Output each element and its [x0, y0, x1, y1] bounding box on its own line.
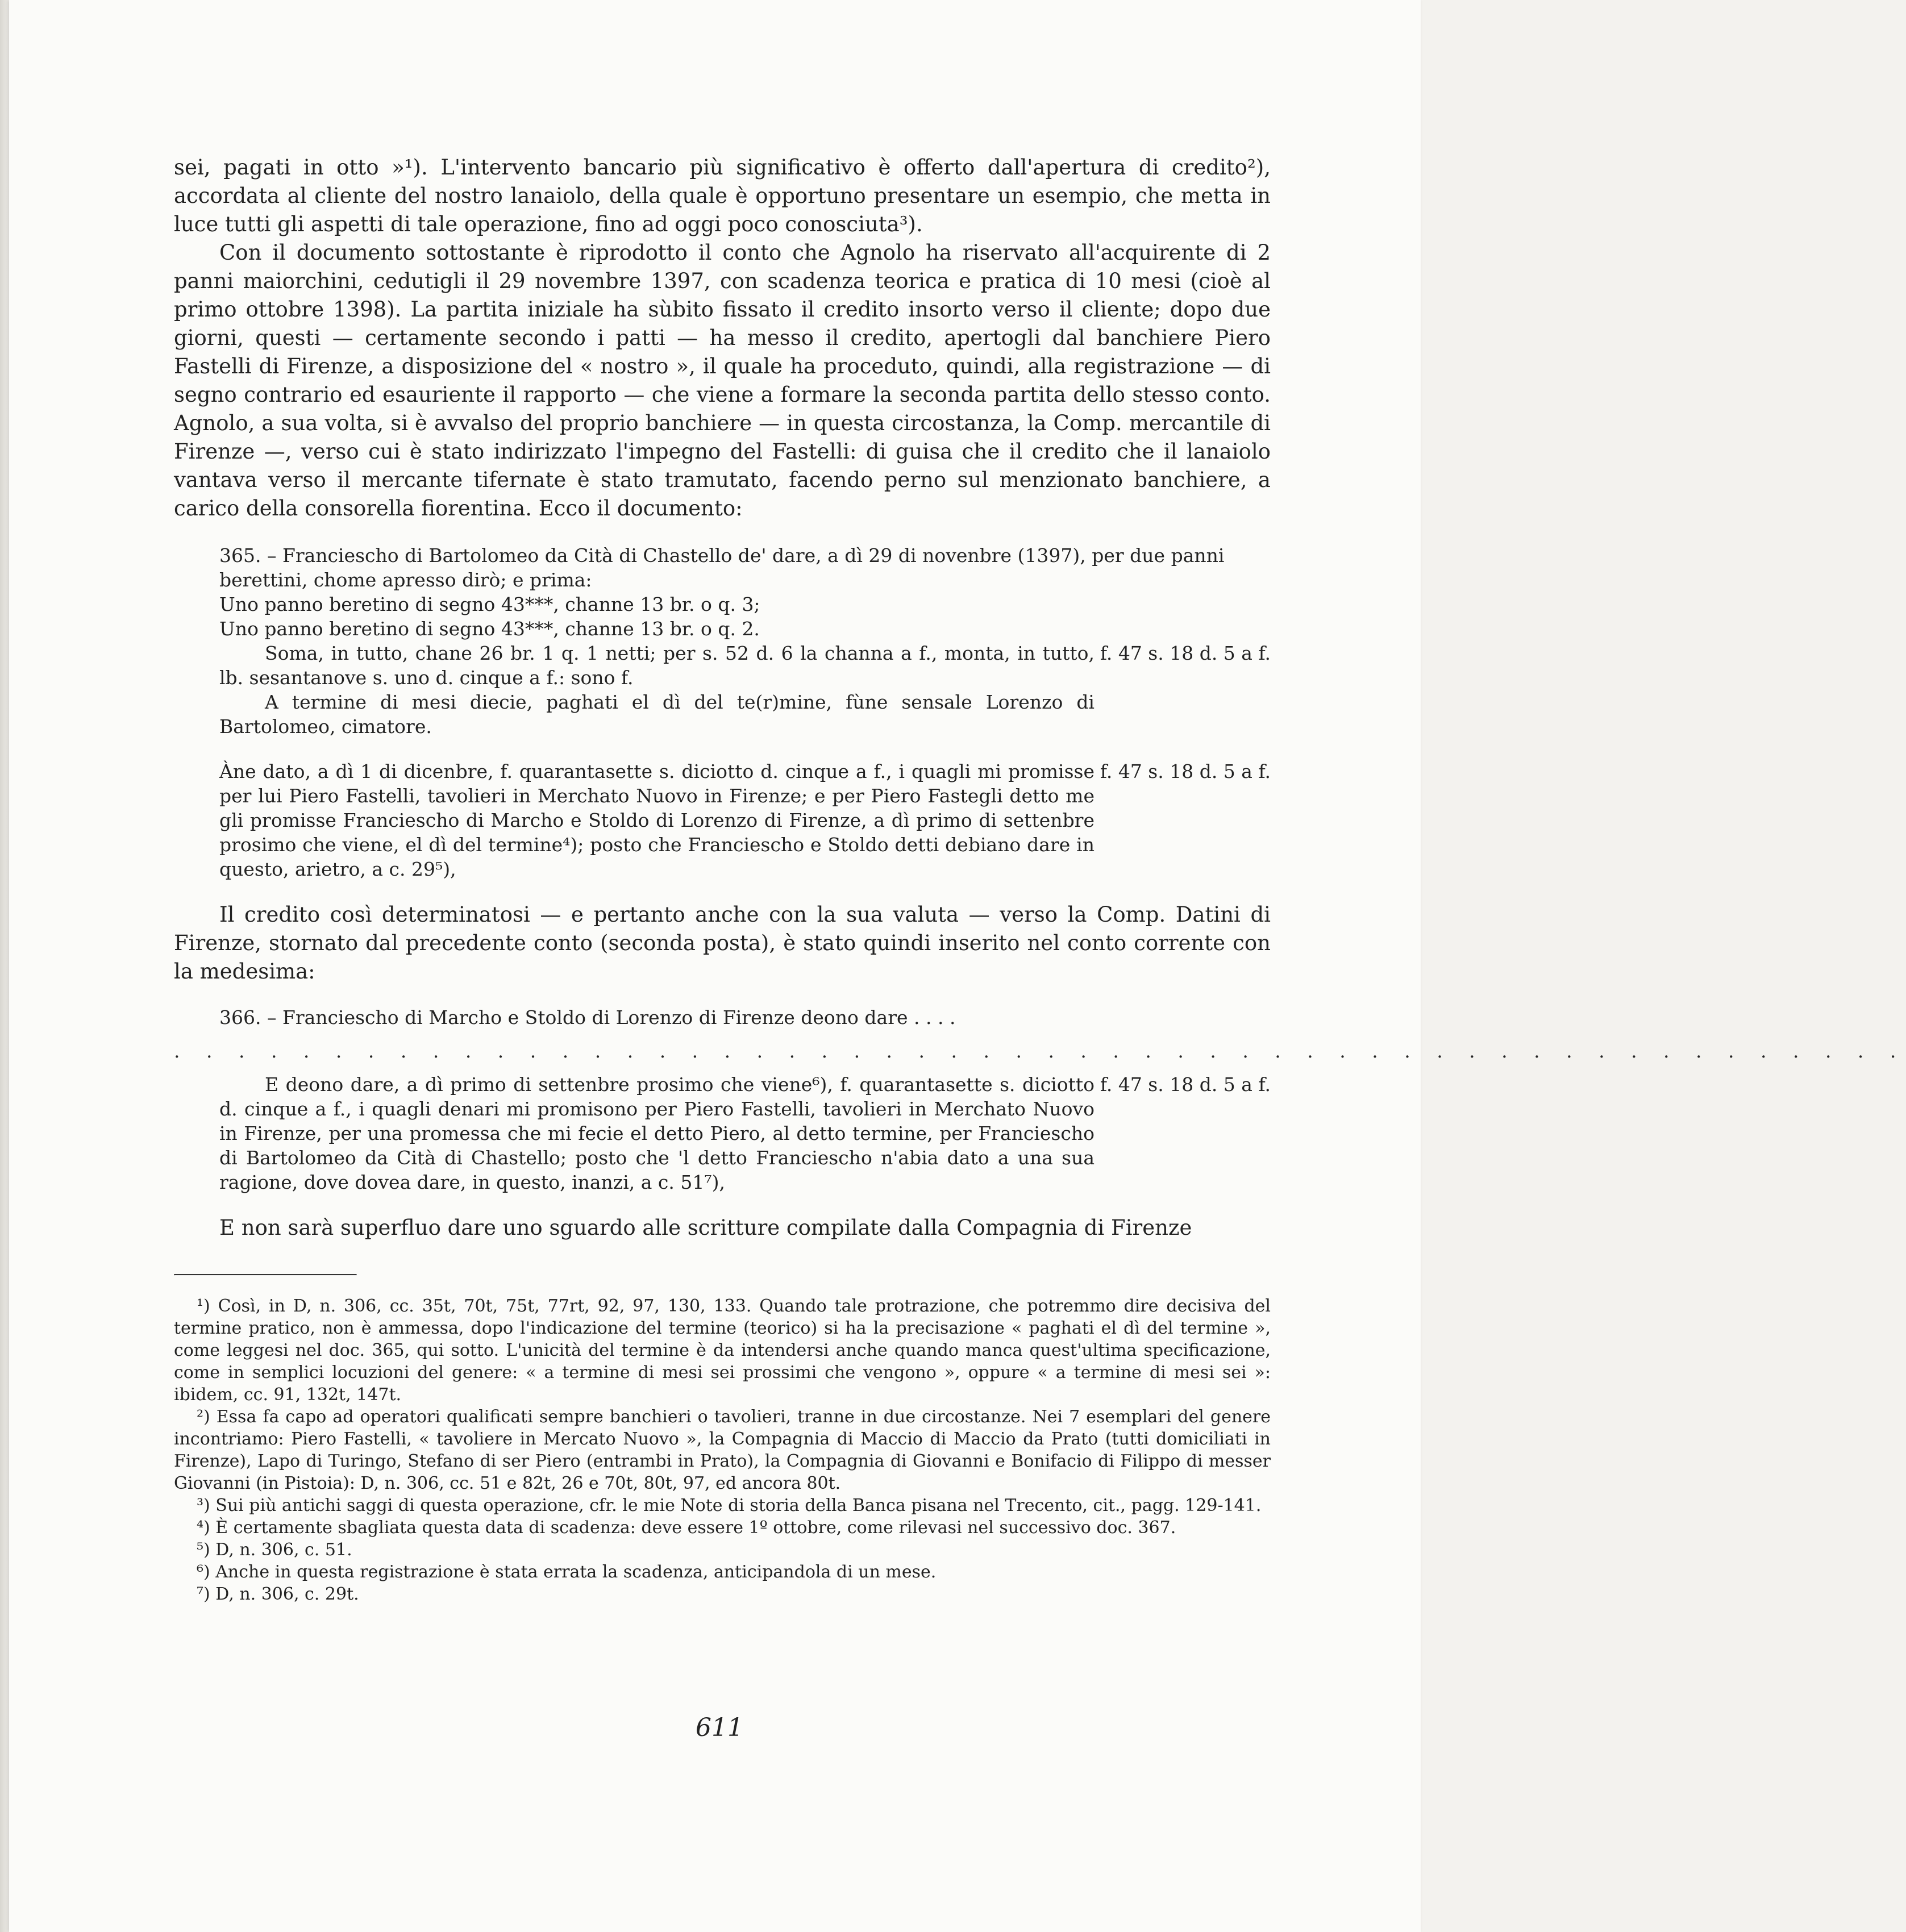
footnote-5: ⁵) D, n. 306, c. 51.: [197, 1540, 352, 1560]
doc365-intro: 365. – Franciescho di Bartolomeo da Cità di Chastello de' dare, a dì 29 di novenbre (1397), per due panni berettini, chome apresso dirò; e prima:: [219, 544, 1225, 591]
footnote-1: ¹) Così, in D, n. 306, cc. 35t, 70t, 75t, 77rt, 92, 97, 130, 133. Quando tale protrazione, che potremmo dire decisiva del termine pratico, non è ammessa, dopo l'indicazione del termine (teorico) si ha la precisazione « paghati el dì del termine », come leggesi nel doc. 365, qui sotto. L'unicità del termine è da intendersi anche quando manca quest'ultima specificazione, come in semplici locuzioni del genere: « a termine di mesi sei prossimi che vengono », oppure « a termine di mesi sei »: ibidem, cc. 91, 132t, 147t.: [174, 1296, 1271, 1405]
doc365-ane-amount: f. 47 s. 18 d. 5 a f.: [1100, 760, 1271, 782]
doc366-intro: 366. – Franciescho di Marcho e Stoldo di Lorenzo di Firenze deono dare . . . .: [219, 1006, 956, 1029]
book-binding: [0, 0, 9, 1932]
footnote-4: ⁴) È certamente sbagliata questa data di scadenza: deve essere 1º ottobre, come rilevasi nel successivo doc. 367.: [197, 1518, 1176, 1538]
paragraph-3: Il credito così determinatosi — e pertanto anche con la sua valuta — verso la Comp. Datini di Firenze, stornato dal precedente conto (seconda posta), è stato quindi inserito nel conto corrente con la medesima:: [174, 902, 1271, 984]
doc366-text-row: [219, 1072, 1271, 1194]
doc365-soma-row: [219, 641, 1271, 690]
footnotes: [174, 1295, 1271, 1605]
doc365-ane-row: [219, 759, 1271, 881]
doc365-soma: Soma, in tutto, chane 26 br. 1 q. 1 netti; per s. 52 d. 6 la channa a f., monta, in tutto, lb. sesantanove s. uno d. cinque a f.: sono f.: [219, 642, 1095, 689]
footnote-7: ⁷) D, n. 306, c. 29t.: [197, 1584, 359, 1604]
paragraph-2: Con il documento sottostante è riprodotto il conto che Agnolo ha riservato all'acquirente di 2 panni maiorchini, cedutigli il 29 novembre 1397, con scadenza teorica e pratica di 10 mesi (cioè al primo ottobre 1398). La partita iniziale ha sùbito fissato il credito insorto verso il cliente; dopo due giorni, questi — certamente secondo i patti — ha messo il credito, apertogli dal banchiere Piero Fastelli di Firenze, a disposizione del « nostro », il quale ha proceduto, quindi, alla registrazione — di segno contrario ed esauriente il rapporto — che viene a formare la seconda partita dello stesso conto. Agnolo, a sua volta, si è avvalso del proprio banchiere — in questa circostanza, la Comp. mercantile di Firenze —, verso cui è stato indirizzato l'impegno del Fastelli: di guisa che il credito che il lanaiolo vantava verso il mercante tifernate è stato tramutato, facendo perno sul menzionato banchiere, a carico della consorella fiorentina. Ecco il documento:: [174, 240, 1271, 521]
doc365-ane: Àne dato, a dì 1 di dicenbre, f. quarantasette s. diciotto d. cinque a f., i quagli mi promisse per lui Piero Fastelli, tavolieri in Merchato Nuovo in Firenze; e per Piero Fastegli detto me gli promisse Franciescho di Marcho e Stoldo di Lorenzo di Firenze, a dì primo di settenbre prosimo che viene, el dì del termine⁴); posto che Franciescho e Stoldo detti debiano dare in questo, arietro, a c. 29⁵),: [219, 760, 1095, 880]
doc365-termine: A termine di mesi diecie, paghati el dì del te(r)mine, fùne sensale Lorenzo di Bartolomeo, cimatore.: [219, 691, 1095, 738]
doc365-soma-amount: f. 47 s. 18 d. 5 a f.: [1100, 642, 1271, 664]
doc366-text: E deono dare, a dì primo di settenbre prosimo che viene⁶), f. quarantasette s. diciotto d. cinque a f., i quagli denari mi promisono per Piero Fastelli, tavolieri in Merchato Nuovo in Firenze, per una promessa che mi fecie el detto Piero, al detto termine, per Franciescho di Bartolomeo da Cità di Chastello; posto che 'l detto Franciescho n'abia dato a una sua ragione, dove dovea dare, in questo, inanzi, a c. 51⁷),: [219, 1073, 1095, 1193]
document-366: [174, 1005, 1906, 1194]
footnote-3: ³) Sui più antichi saggi di questa operazione, cfr. le mie Note di storia della Banca pisana nel Trecento, cit., pagg. 129-141.: [197, 1496, 1262, 1515]
document-365: [174, 543, 1271, 881]
footnote-6: ⁶) Anche in questa registrazione è stata errata la scadenza, anticipandola di un mese.: [197, 1562, 937, 1582]
doc365-line2: Uno panno beretino di segno 43***, channe 13 br. o q. 2.: [219, 618, 760, 640]
page-number: 611: [696, 1713, 743, 1742]
main-text-block: [174, 153, 1906, 1605]
footnote-2: ²) Essa fa capo ad operatori qualificati sempre banchieri o tavolieri, tranne in due circostanze. Nei 7 esemplari del genere incontriamo: Piero Fastelli, « tavoliere in Mercato Nuovo », la Compagnia di Maccio di Maccio da Prato (tutti domiciliati in Firenze), Lapo di Turingo, Stefano di ser Piero (entrambi in Prato), la Compagnia di Giovanni e Bonifacio di Filippo di messer Giovanni (in Pistoia): D, n. 306, cc. 51 e 82t, 26 e 70t, 80t, 97, ed ancora 80t.: [174, 1407, 1271, 1493]
doc365-line1: Uno panno beretino di segno 43***, channe 13 br. o q. 3;: [219, 593, 760, 615]
doc366-dotted-line: . . . . . . . . . . . . . . . . . . . . . . . . . . . . . . . . . . . . . . . . . . . . . . . . . . . . . .: [174, 1040, 1906, 1062]
paragraph-4: E non sarà superfluo dare uno sguardo alle scritture compilate dalla Compagnia di Firenze: [219, 1215, 1192, 1240]
doc366-amount: f. 47 s. 18 d. 5 a f.: [1100, 1073, 1271, 1096]
paragraph-1: sei, pagati in otto »¹). L'intervento bancario più significativo è offerto dall'apertura di credito²), accordata al cliente del nostro lanaiolo, della quale è opportuno presentare un esempio, che metta in luce tutti gli aspetti di tale operazione, fino ad oggi poco conosciuta³).: [174, 155, 1271, 236]
book-page: [9, 0, 1906, 1932]
footnote-separator: [174, 1274, 357, 1276]
